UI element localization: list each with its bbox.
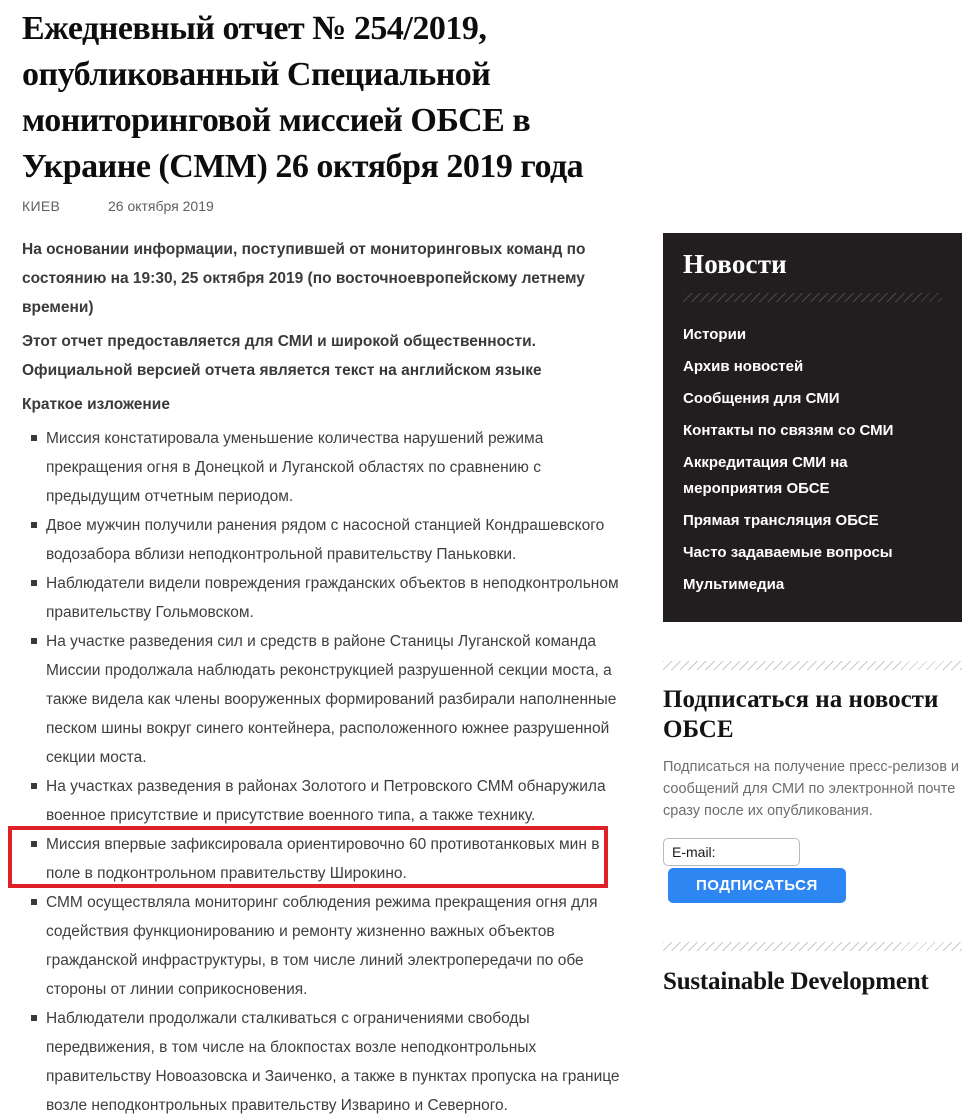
sidebar-item-live-broadcast[interactable]: Прямая трансляция ОБСЕ <box>683 512 879 529</box>
article-intro <box>22 235 634 419</box>
article-column <box>22 6 634 1120</box>
sidebar-item-faq[interactable]: Часто задаваемые вопросы <box>683 544 893 561</box>
summary-bullet: Миссия констатировала уменьшение количества нарушений режима прекращения огня в Донецкой и Луганской областях по сравнению с предыдущим отчетным периодом. <box>46 424 634 511</box>
subscribe-button[interactable]: ПОДПИСАТЬСЯ <box>668 868 846 903</box>
summary-bullet-list <box>22 424 634 1120</box>
news-menu <box>683 322 942 598</box>
summary-bullet: На участках разведения в районах Золотого и Петровского СММ обнаружила военное присутствие и присутствие военного типа, а также технику. <box>46 772 634 830</box>
intro-paragraph: На основании информации, поступившей от мониторинговых команд по состоянию на 19:30, 25 октября 2019 (по восточноевропейскому летнему времени) <box>22 241 586 316</box>
sidebar-item-media-contacts[interactable]: Контакты по связям со СМИ <box>683 422 894 439</box>
summary-bullet: Наблюдатели продолжали сталкиваться с ограничениями свободы передвижения, в том числе на блокпостах возле неподконтрольных правительству Новоазовска и Заиченко, а также в пунктах пропуска на границе возле неподконтрольных правительству Изварино и Северного. <box>46 1004 634 1120</box>
sidebar-item-news-archive[interactable]: Архив новостей <box>683 358 804 375</box>
highlighted-summary-bullet: Миссия впервые зафиксировала ориентировочно 60 противотанковых мин в поле в подконтрольном правительству Широкино. <box>46 830 634 888</box>
sidebar-item-multimedia[interactable]: Мультимедиа <box>683 576 785 593</box>
summary-bullet: Наблюдатели видели повреждения гражданских объектов в неподконтрольном правительству Гольмовском. <box>46 569 634 627</box>
byline-date: 26 октября 2019 <box>107 198 214 214</box>
subscribe-description: Подписаться на получение пресс-релизов и сообщений для СМИ по электронной почте сразу после их опубликования. <box>663 759 960 819</box>
sidebar-item-press-releases[interactable]: Сообщения для СМИ <box>683 390 840 407</box>
hatched-divider <box>663 661 962 670</box>
news-widget <box>663 233 962 622</box>
summary-bullet: СММ осуществляла мониторинг соблюдения режима прекращения огня для содействия функционированию и ремонту жизненно важных объектов гражданской инфраструктуры, в том числе линий электропередачи по обе стороны от линии соприкосновения. <box>46 888 634 1004</box>
page-title: Ежедневный отчет № 254/2019, опубликованный Специальной мониторинговой миссией ОБСЕ в Украине (СММ) 26 октября 2019 года <box>22 10 584 185</box>
summary-bullet: Двое мужчин получили ранения рядом с насосной станцией Кондрашевского водозабора вблизи неподконтрольной правительству Паньковки. <box>46 511 634 569</box>
subscribe-title: Подписаться на новости ОБСЕ <box>663 686 939 743</box>
hatched-divider <box>683 293 942 302</box>
sidebar-item-media-accreditation[interactable]: Аккредитация СМИ на мероприятия ОБСЕ <box>683 454 848 497</box>
summary-bullet: На участке разведения сил и средств в районе Станицы Луганской команда Миссии продолжала наблюдать реконструкцией разрушенной секции моста, а также видела как члены вооруженных формирований разбирали наполненные песком шины вокруг синего контейнера, расположенного южнее разрушенной секции моста. <box>46 627 634 772</box>
sidebar <box>663 233 962 996</box>
news-widget-title: Новости <box>683 249 787 279</box>
sidebar-item-stories[interactable]: Истории <box>683 326 747 343</box>
hatched-divider <box>663 942 962 951</box>
byline <box>22 198 634 214</box>
byline-city: КИЕВ <box>22 198 61 214</box>
email-field[interactable] <box>663 838 800 866</box>
summary-heading: Краткое изложение <box>22 396 170 413</box>
next-section-title: Sustainable Development <box>663 968 929 995</box>
intro-paragraph: Этот отчет предоставляется для СМИ и широкой общественности. Официальной версией отчета является текст на английском языке <box>22 333 542 379</box>
